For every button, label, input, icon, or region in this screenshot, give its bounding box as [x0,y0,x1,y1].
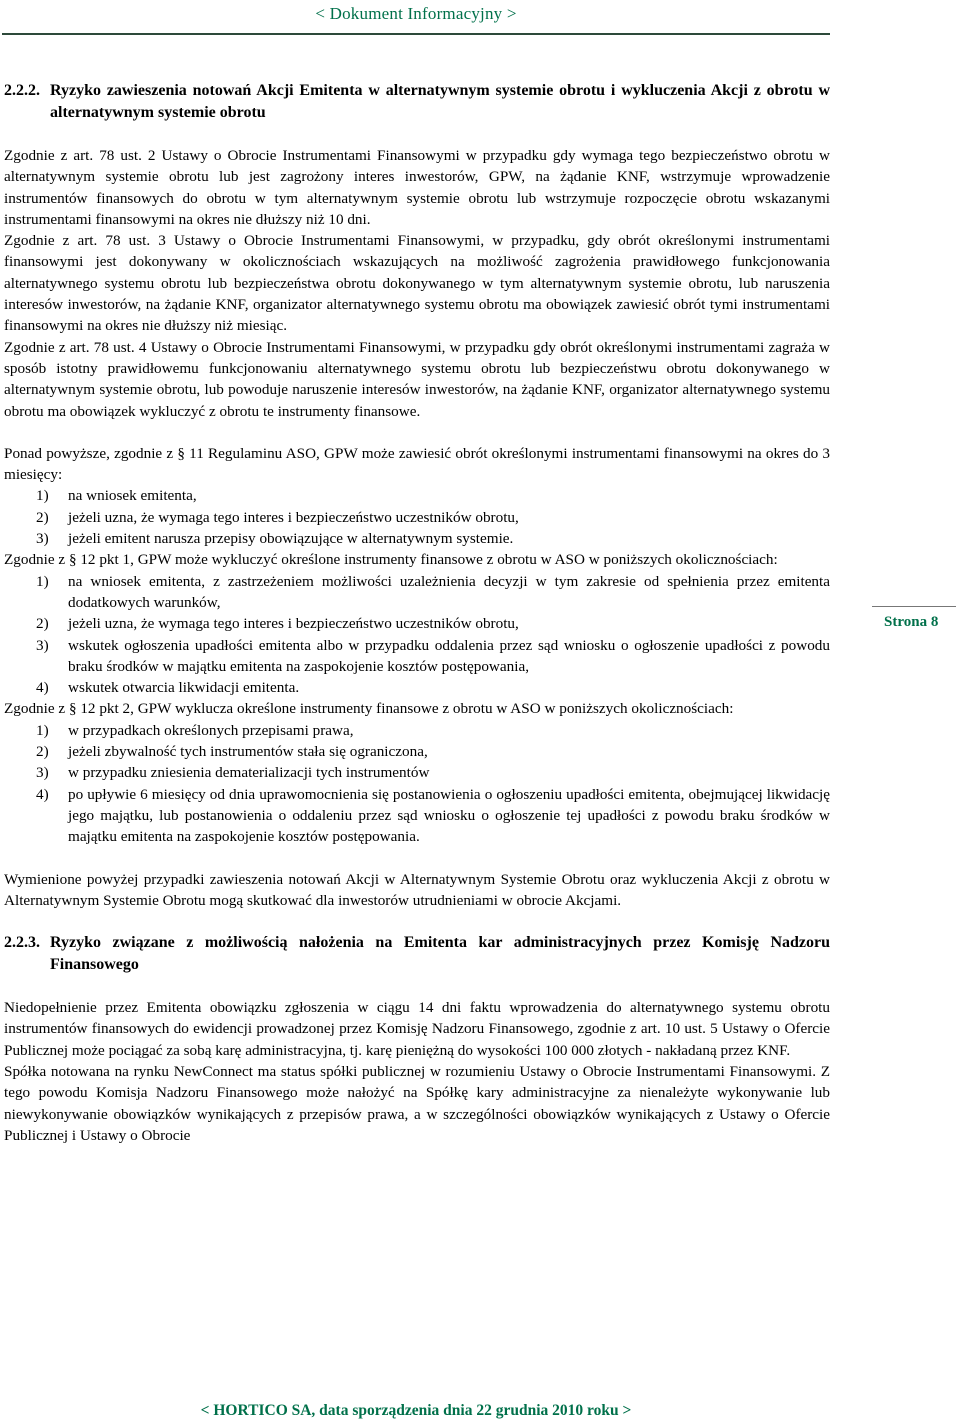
exclusion-mandatory-list [4,720,830,848]
list-item: 1) w przypadkach określonych przepisami prawa, [36,721,354,739]
page-label-divider [872,606,956,607]
list-item: 3) jeżeli emitent narusza przepisy obowiązujące w alternatywnym systemie. [36,530,514,548]
exclusion-optional-list [4,571,830,699]
list-item: 1) na wniosek emitenta, [36,487,197,505]
list-item: 2) jeżeli uzna, że wymaga tego interes i bezpieczeństwo uczestników obrotu, [36,615,519,633]
suspension-conditions-list [4,485,830,549]
paragraph: Zgodnie z art. 78 ust. 4 Ustawy o Obrocie Instrumentami Finansowymi, w przypadku gdy obrót określonymi instrumentami zagraża w sposób istotny prawidłowemu funkcjonowaniu alternatywnego systemu obrotu lub bezpieczeństwu obrotu dokonywanego w alternatywnym systemie obrotu, lub powoduje naruszenie interesów inwestorów, na żądanie KNF, organizator alternatywnego systemu obrotu ma obowiązek wykluczyć z obrotu te instrumenty finansowe. [4,338,830,420]
list-item: 4) wskutek otwarcia likwidacji emitenta. [36,679,300,697]
list-item: 3) wskutek ogłoszenia upadłości emitenta albo w przypadku oddalenia przez sąd wniosku o ogłoszenie upadłości z powodu braku środków w majątku emitenta na zaspokojenie kosztów postępowania, [36,636,830,675]
paragraph: Zgodnie z art. 78 ust. 3 Ustawy o Obrocie Instrumentami Finansowymi, w przypadku, gdy obrót określonymi instrumentami finansowymi jest dokonywany w okolicznościach wskazujących na możliwość zagrożenia prawidłowego funkcjonowania alternatywnego systemu obrotu lub bezpieczeństwa obrotu dokonywanego w tym alternatywnym systemie obrotu, lub naruszenia interesów inwestorów, na żądanie KNF, organizator alternatywnego systemu obrotu ma obowiązek zawiesić obrót tymi instrumentami finansowymi na okres nie dłuższy niż miesiąc. [4,232,830,335]
paragraph: Wymienione powyżej przypadki zawieszenia notowań Akcji w Alternatywnym Systemie Obrotu oraz wykluczenia Akcji z obrotu w Alternatywnym Systemie Obrotu mogą skutkować dla inwestorów utrudnieniami w obrocie Akcjami. [4,870,830,909]
section-title: Ryzyko związane z możliwością nałożenia na Emitenta kar administracyjnych przez Komisję Nadzoru Finansowego [50,934,830,974]
page-number-label: Strona 8 [884,614,939,630]
header-divider [2,33,830,35]
paragraph: Zgodnie z § 12 pkt 2, GPW wyklucza określone instrumenty finansowe z obrotu w ASO w poniższych okolicznościach: [4,700,734,718]
paragraph: Niedopełnienie przez Emitenta obowiązku zgłoszenia w ciągu 14 dni faktu wprowadzenia do alternatywnego systemu obrotu instrumentów finansowych do ewidencji prowadzonej przez Komisję Nadzoru Finansowego, zgodnie z art. 10 ust. 5 Ustawy o Ofercie Publicznej może pociągać za sobą karę administracyjna, tj. karę pieniężną do wysokości 100 000 złotych - nakładaną przez KNF. [4,999,830,1059]
list-item: 1) na wniosek emitenta, z zastrzeżeniem możliwości uzależnienia decyzji w tym zakresie od spełnienia przez emitenta dodatkowych warunków, [36,572,830,611]
paragraph: Ponad powyższe, zgodnie z § 11 Regulaminu ASO, GPW może zawiesić obrót określonymi instrumentami finansowymi na okres do 3 miesięcy: [4,444,830,484]
section-number: 2.2.3. [4,934,40,952]
section-heading-2-2-3 [4,932,830,976]
paragraph: Zgodnie z art. 78 ust. 2 Ustawy o Obrocie Instrumentami Finansowymi w przypadku gdy wymaga tego bezpieczeństwo obrotu w alternatywnym systemie obrotu lub jest zagrożony interes inwestorów, GPW, na żądanie KNF, wstrzymuje wprowadzenie instrumentów finansowych do obrotu w tym alternatywnym systemie obrotu lub wstrzymuje rozpoczęcie obrotu wskazanymi instrumentami finansowymi na okres nie dłuższy niż 10 dni. [4,147,830,228]
list-item: 2) jeżeli zbywalność tych instrumentów stała się ograniczona, [36,743,428,761]
section-number: 2.2.2. [4,82,40,99]
document-body [4,80,830,1146]
section-heading-2-2-2 [4,80,830,124]
paragraph: Spółka notowana na rynku NewConnect ma status spółki publicznej w rozumieniu Ustawy o Obrocie Instrumentami Finansowymi. Z tego powodu Komisja Nadzoru Finansowego może nałożyć na Spółkę kary administracyjne za nienależyte wykonywanie lub niewykonywanie obowiązków wynikających z przepisów prawa, a w szczególności obowiązków wynikających z Ustawy o Ofercie Publicznej i Ustawy o Obrocie [4,1062,830,1144]
paragraph: Zgodnie z § 12 pkt 1, GPW może wykluczyć określone instrumenty finansowe z obrotu w ASO w poniższych okolicznościach: [4,551,778,569]
list-item: 3) w przypadku zniesienia dematerializacji tych instrumentów [36,764,430,782]
section-title: Ryzyko zawieszenia notowań Akcji Emitenta w alternatywnym systemie obrotu i wykluczenia Akcji z obrotu w alternatywnym systemie obrotu [50,82,830,121]
document-header-title: < Dokument Informacyjny > [315,4,517,23]
list-item: 4) po upływie 6 miesięcy od dnia uprawomocnienia się postanowienia o ogłoszeniu upadłości emitenta, obejmującej likwidację jego majątku, lub postanowienia o oddaleniu przez sąd wniosku o ogłoszenie tej upadłości z powodu braku środków w majątku emitenta na zaspokojenie kosztów postępowania. [36,785,830,846]
list-item: 2) jeżeli uzna, że wymaga tego interes i bezpieczeństwo uczestników obrotu, [36,508,519,526]
document-footer: < HORTICO SA, data sporządzenia dnia 22 grudnia 2010 roku > [200,1402,632,1419]
